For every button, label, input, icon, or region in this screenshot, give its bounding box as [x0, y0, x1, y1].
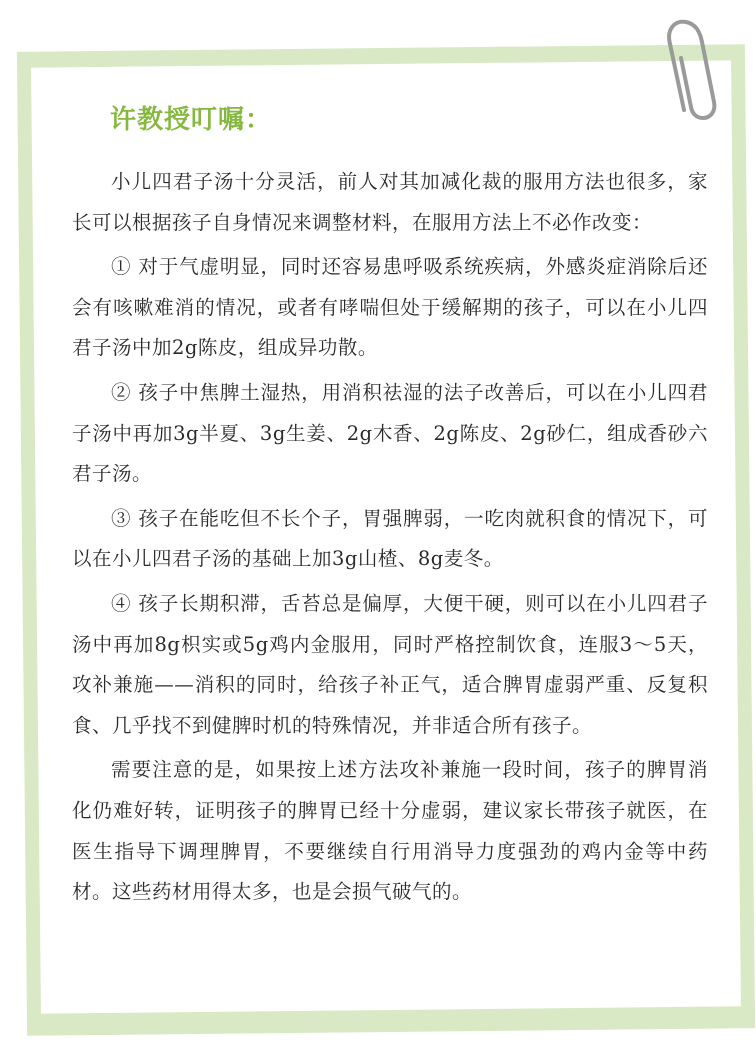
paragraph-item-1: ① 对于气虚明显，同时还容易患呼吸系统疾病，外感炎症消除后还会有咳嗽难消的情况，或者有哮喘但处于缓解期的孩子，可以在小儿四君子汤中加2g陈皮，组成异功散。 [72, 255, 708, 360]
paragraph-item-3: ③ 孩子在能吃但不长个子，胃强脾弱，一吃肉就积食的情况下，可以在小儿四君子汤的基础上加3g山楂、8g麦冬。 [72, 506, 708, 571]
note-content [72, 96, 708, 917]
paragraph-item-2: ② 孩子中焦脾土湿热，用消积祛湿的法子改善后，可以在小儿四君子汤中再加3g半夏、3g生姜、2g木香、2g陈皮、2g砂仁，组成香砂六君子汤。 [72, 380, 708, 486]
note-heading: 许教授叮嘱： [110, 105, 273, 135]
paragraph-intro: 小儿四君子汤十分灵活，前人对其加减化裁的服用方法也很多，家长可以根据孩子自身情况来调整材料，在服用方法上不必作改变： [72, 170, 708, 234]
paragraph-caution: 需要注意的是，如果按上述方法攻补兼施一段时间，孩子的脾胃消化仍难好转，证明孩子的脾胃已经十分虚弱，建议家长带孩子就医，在医生指导下调理脾胃，不要继续自行用消导力度强劲的鸡内金等中药材。这些药材用得太多，也是会损气破气的。 [72, 758, 708, 904]
paragraph-item-4: ④ 孩子长期积滞，舌苔总是偏厚，大便干硬，则可以在小儿四君子汤中再加8g枳实或5g鸡内金服用，同时严格控制饮食，连服3～5天，攻补兼施——消积的同时，给孩子补正气，适合脾胃虚弱严重、反复积食、几乎找不到健脾时机的特殊情况，并非适合所有孩子。 [72, 591, 708, 737]
